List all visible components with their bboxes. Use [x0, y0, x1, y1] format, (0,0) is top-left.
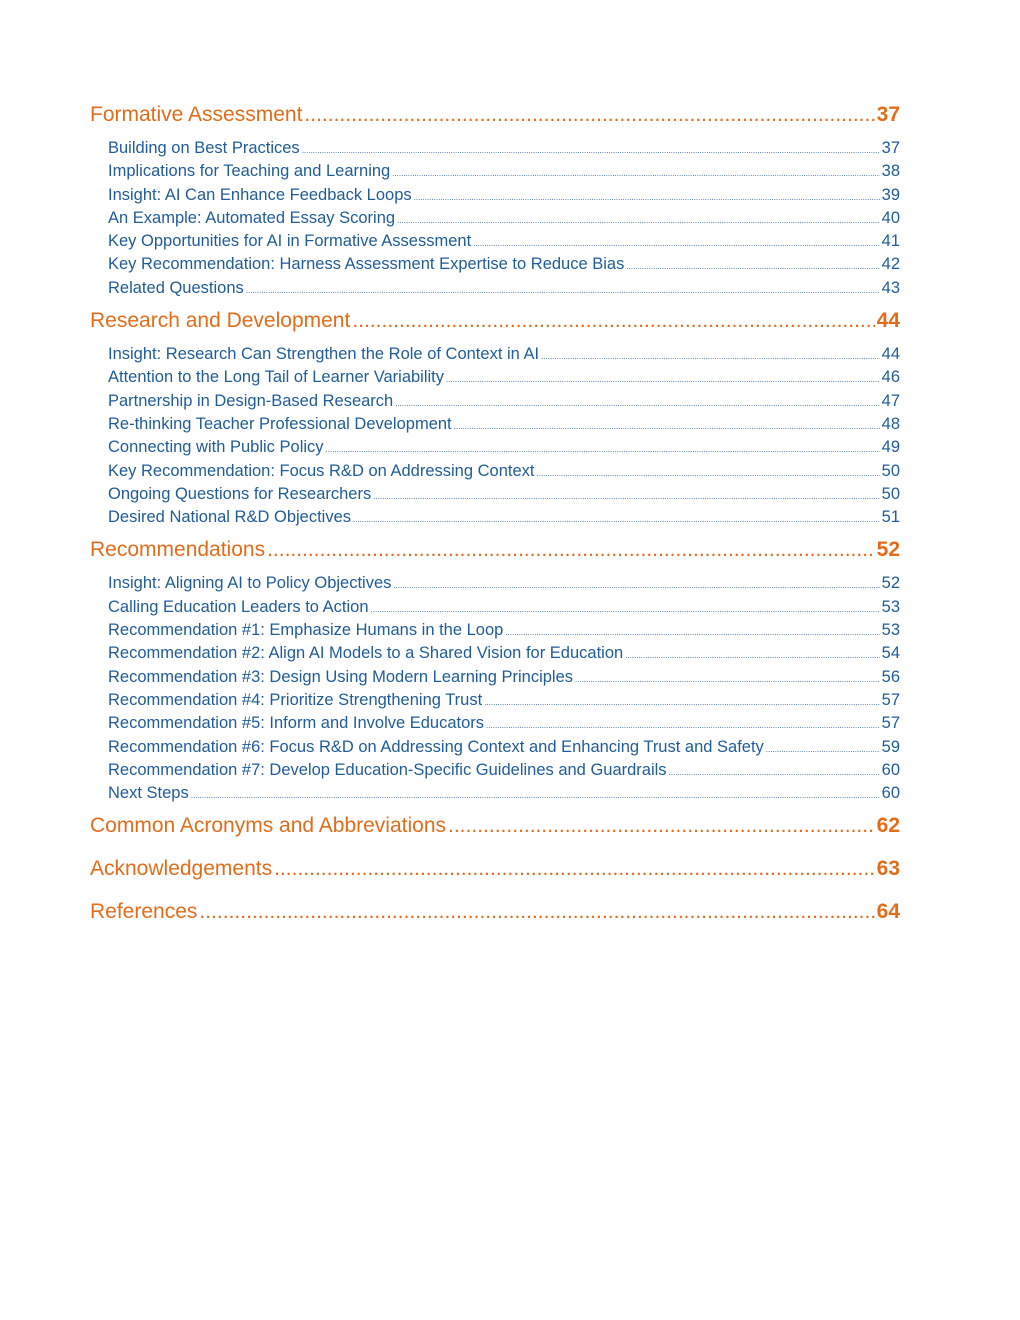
- toc-subsection-page-number: 57: [881, 714, 900, 733]
- toc-subsection-entry[interactable]: [108, 277, 900, 300]
- toc-subsection-title: Recommendation #7: Develop Education-Specific Guidelines and Guardrails: [108, 760, 667, 779]
- toc-subsection-page-number: 54: [881, 644, 900, 663]
- toc-subsection-entry[interactable]: [108, 230, 900, 253]
- toc-subsection-page-number: 43: [881, 278, 900, 297]
- dot-leader: [541, 345, 880, 368]
- toc-subsection-page-number: 47: [881, 391, 900, 410]
- toc-section-entry[interactable]: [90, 535, 900, 572]
- toc-subsection-title: An Example: Automated Essay Scoring: [108, 208, 396, 227]
- toc-subsection-title: Ongoing Questions for Researchers: [108, 484, 372, 503]
- toc-subsection-page-number: 39: [881, 185, 900, 204]
- toc-subsection-entry[interactable]: [108, 184, 900, 207]
- dot-leader: [486, 714, 880, 737]
- toc-subsection-title: Insight: Aligning AI to Policy Objectives: [108, 574, 392, 593]
- toc-section-group: [90, 811, 900, 848]
- toc-section-group: [90, 897, 900, 934]
- dot-leader: [575, 668, 880, 691]
- toc-subsection-entry[interactable]: [108, 160, 900, 183]
- toc-subsection-title: Key Opportunities for AI in Formative Assessment: [108, 232, 472, 251]
- toc-section-page-number: 37: [876, 103, 900, 126]
- dot-leader: [352, 306, 874, 336]
- toc-subsection-page-number: 57: [881, 690, 900, 709]
- toc-subsection-entry[interactable]: [108, 207, 900, 230]
- toc-subsection-entry[interactable]: [108, 782, 900, 805]
- toc-subsection-page-number: 51: [881, 508, 900, 527]
- dot-leader: [191, 784, 880, 807]
- dot-leader: [766, 738, 880, 761]
- toc-subsection-page-number: 53: [881, 621, 900, 640]
- toc-subsection-title: Insight: AI Can Enhance Feedback Loops: [108, 185, 412, 204]
- toc-subsection-page-number: 60: [881, 784, 900, 803]
- dot-leader: [397, 209, 880, 232]
- dot-leader: [304, 100, 874, 130]
- dot-leader: [371, 598, 880, 621]
- toc-subsection-page-number: 50: [881, 484, 900, 503]
- toc-subsection-entry[interactable]: [108, 596, 900, 619]
- toc-subsection-page-number: 52: [881, 574, 900, 593]
- toc-subsection-page-number: 40: [881, 208, 900, 227]
- toc-subsection-entry[interactable]: [108, 712, 900, 735]
- toc-subsection-title: Recommendation #3: Design Using Modern Learning Principles: [108, 667, 573, 686]
- toc-section-group: [90, 535, 900, 805]
- toc-section-group: [90, 100, 900, 300]
- toc-subsection-page-number: 37: [881, 139, 900, 157]
- toc-section-title: Recommendations: [90, 538, 266, 562]
- dot-leader: [669, 761, 880, 784]
- toc-section-title: Acknowledgements: [90, 857, 273, 881]
- toc-subsection-entry[interactable]: [108, 642, 900, 665]
- dot-leader: [246, 279, 880, 302]
- toc-section-entry[interactable]: [90, 811, 900, 848]
- toc-subsection-page-number: 48: [881, 414, 900, 433]
- dot-leader: [484, 691, 879, 714]
- toc-subsection-title: Partnership in Design-Based Research: [108, 391, 394, 410]
- toc-subsection-entry[interactable]: [108, 619, 900, 642]
- toc-subsection-entry[interactable]: [108, 390, 900, 413]
- toc-subsection-title: Insight: Research Can Strengthen the Role of Context in AI: [108, 345, 540, 364]
- toc-subsection-page-number: 50: [881, 461, 900, 480]
- toc-subsection-entry[interactable]: [108, 137, 900, 160]
- toc-subsection-title: Recommendation #2: Align AI Models to a Shared Vision for Education: [108, 644, 624, 663]
- toc-subsection-entry[interactable]: [108, 506, 900, 529]
- toc-subsection-title: Key Recommendation: Harness Assessment Expertise to Reduce Bias: [108, 255, 625, 274]
- toc-section-page-number: 62: [876, 814, 900, 838]
- dot-leader: [505, 621, 879, 644]
- dot-leader: [393, 574, 879, 597]
- toc-subsection-title: Building on Best Practices: [108, 139, 300, 157]
- toc-subsection-entry[interactable]: [108, 759, 900, 782]
- toc-subsection-title: Recommendation #6: Focus R&D on Addressing Context and Enhancing Trust and Safety: [108, 737, 764, 756]
- toc-section-page-number: 64: [876, 900, 900, 924]
- toc-subsection-page-number: 46: [881, 368, 900, 387]
- toc-subsection-page-number: 41: [881, 232, 900, 251]
- toc-subsection-entry[interactable]: [108, 689, 900, 712]
- toc-subsection-title: Desired National R&D Objectives: [108, 508, 352, 527]
- toc-subsection-entry[interactable]: [108, 413, 900, 436]
- toc-subsection-page-number: 60: [881, 760, 900, 779]
- toc-subsection-entry[interactable]: [108, 666, 900, 689]
- table-of-contents: [90, 100, 900, 940]
- toc-subsection-title: Related Questions: [108, 278, 244, 297]
- toc-subsection-title: Calling Education Leaders to Action: [108, 597, 369, 616]
- toc-subsection-entry[interactable]: [108, 736, 900, 759]
- toc-subsection-title: Recommendation #1: Emphasize Humans in the Loop: [108, 621, 504, 640]
- dot-leader: [199, 897, 874, 927]
- toc-subsection-page-number: 49: [881, 438, 900, 457]
- toc-subsection-title: Recommendation #4: Prioritize Strengthening Trust: [108, 690, 483, 709]
- dot-leader: [446, 368, 880, 391]
- dot-leader: [448, 811, 875, 841]
- toc-subsection-title: Key Recommendation: Focus R&D on Addressing Context: [108, 461, 535, 480]
- dot-leader: [536, 462, 879, 485]
- dot-leader: [274, 854, 875, 884]
- toc-section-page-number: 44: [876, 309, 900, 333]
- toc-section-group: [90, 854, 900, 891]
- toc-section-entry[interactable]: [90, 100, 900, 137]
- dot-leader: [626, 255, 879, 278]
- dot-leader: [373, 485, 879, 508]
- toc-subsection-page-number: 59: [881, 737, 900, 756]
- toc-subsection-entry[interactable]: [108, 483, 900, 506]
- toc-subsection-entry[interactable]: [108, 253, 900, 276]
- toc-subsection-entry[interactable]: [108, 572, 900, 595]
- dot-leader: [625, 644, 879, 667]
- toc-section-entry[interactable]: [90, 854, 900, 891]
- toc-subsection-entry[interactable]: [108, 460, 900, 483]
- toc-subsection-title: Connecting with Public Policy: [108, 438, 324, 457]
- toc-subsection-title: Next Steps: [108, 784, 189, 803]
- dot-leader: [353, 508, 880, 531]
- dot-leader: [392, 162, 879, 185]
- toc-subsection-entry[interactable]: [108, 343, 900, 366]
- toc-section-group: [90, 306, 900, 529]
- toc-subsection-page-number: 53: [881, 597, 900, 616]
- toc-section-title: Formative Assessment: [90, 103, 303, 126]
- dot-leader: [267, 535, 875, 565]
- toc-subsection-entry[interactable]: [108, 366, 900, 389]
- toc-subsection-title: Implications for Teaching and Learning: [108, 162, 391, 181]
- toc-subsection-page-number: 38: [881, 162, 900, 181]
- dot-leader: [395, 392, 879, 415]
- toc-section-page-number: 52: [876, 538, 900, 562]
- dot-leader: [454, 415, 880, 438]
- dot-leader: [326, 438, 880, 461]
- toc-section-entry[interactable]: [90, 306, 900, 343]
- dot-leader: [414, 186, 880, 209]
- toc-subsection-title: Re-thinking Teacher Professional Development: [108, 414, 452, 433]
- toc-subsection-entry[interactable]: [108, 436, 900, 459]
- toc-subsection-title: Attention to the Long Tail of Learner Variability: [108, 368, 445, 387]
- dot-leader: [302, 139, 880, 162]
- toc-section-title: Research and Development: [90, 309, 351, 333]
- toc-section-page-number: 63: [876, 857, 900, 881]
- toc-subsection-page-number: 42: [881, 255, 900, 274]
- toc-subsection-page-number: 56: [881, 667, 900, 686]
- toc-section-entry[interactable]: [90, 897, 900, 934]
- toc-section-title: Common Acronyms and Abbreviations: [90, 814, 447, 838]
- dot-leader: [473, 232, 879, 255]
- toc-subsection-page-number: 44: [881, 345, 900, 364]
- toc-subsection-title: Recommendation #5: Inform and Involve Educators: [108, 714, 485, 733]
- toc-section-title: References: [90, 900, 198, 924]
